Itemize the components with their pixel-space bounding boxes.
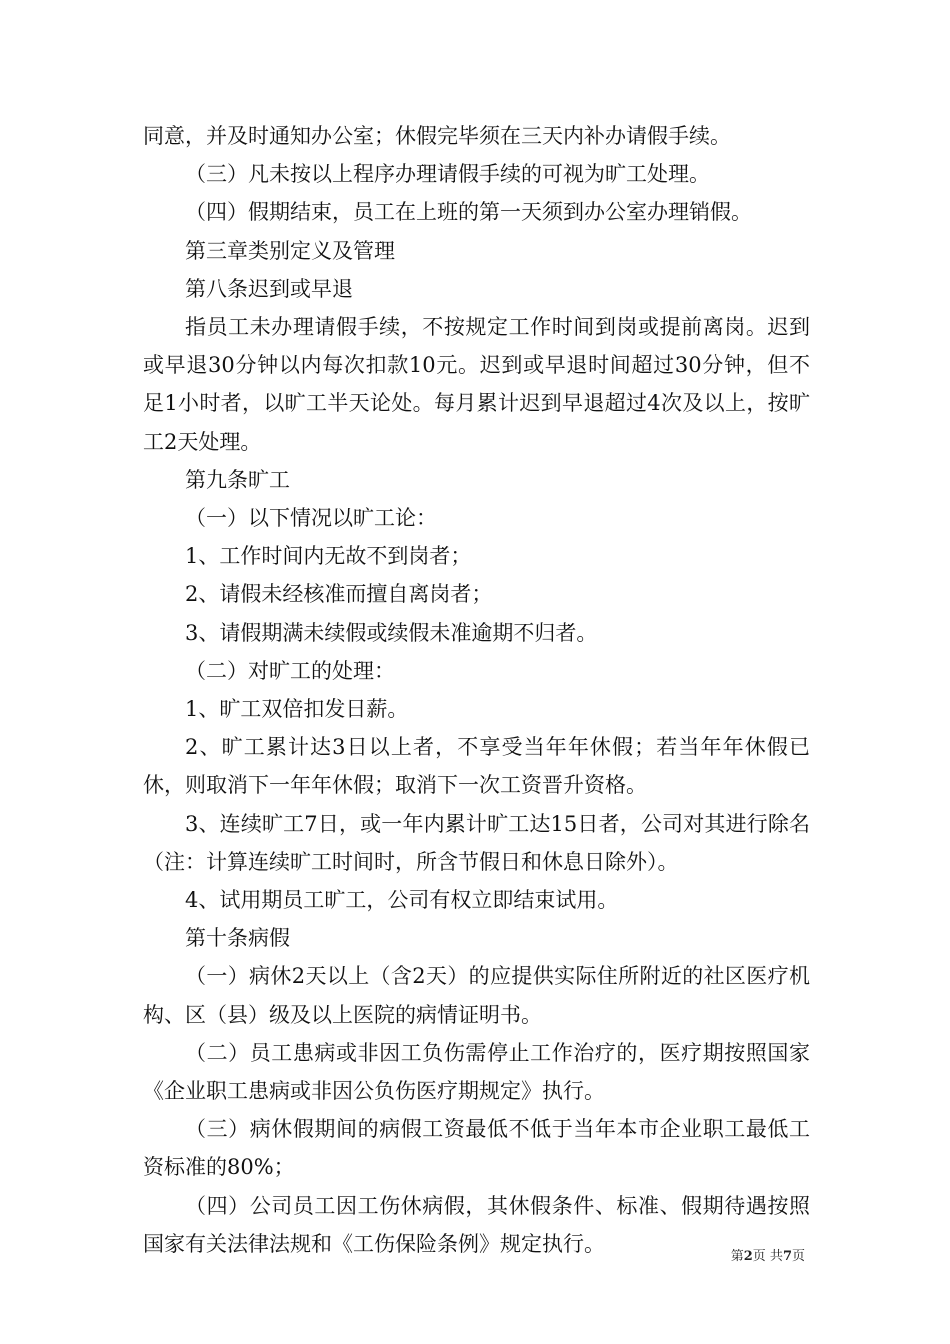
article-nine-item-2: 2、请假未经核准而擅自离岗者； bbox=[185, 582, 493, 607]
penalty-item-2: 2、旷工累计达3日以上者，不享受当年年休假；若当年年休假已休，则取消下一年年休假；取消下一次工资晋升资格。 bbox=[143, 735, 810, 798]
sick-leave-item-1: （一）病休2天以上（含2天）的应提供实际住所附近的社区医疗机构、区（县）级及以上医院的病情证明书。 bbox=[143, 964, 810, 1027]
sick-leave-item-2: （二）员工患病或非因工负伤需停止工作治疗的，医疗期按照国家《企业职工患病或非因公负伤医疗期规定》执行。 bbox=[143, 1040, 810, 1104]
article-nine-section-two: （二）对旷工的处理： bbox=[185, 658, 395, 683]
footer-suffix: 页 bbox=[791, 1249, 805, 1264]
footer-prefix: 第 bbox=[730, 1249, 744, 1264]
page-footer bbox=[0, 1248, 805, 1266]
penalty-item-1: 1、旷工双倍扣发日薪。 bbox=[185, 697, 409, 722]
penalty-item-3: 3、连续旷工7日，或一年内累计旷工达15日者，公司对其进行除名（注：计算连续旷工时间时，所含节假日和休息日除外）。 bbox=[143, 811, 810, 874]
article-eight-body: 指员工未办理请假手续，不按规定工作时间到岗或提前离岗。迟到或早退30分钟以内每次扣款10元。迟到或早退时间超过30分钟，但不足1小时者，以旷工半天论处。每月累计迟到早退超过4次及以上，按旷工2天处理。 bbox=[143, 315, 810, 454]
article-ten-heading: 第十条病假 bbox=[185, 926, 290, 951]
article-nine-heading: 第九条旷工 bbox=[185, 467, 290, 492]
chapter-heading: 第三章类别定义及管理 bbox=[185, 238, 395, 263]
article-nine-item-1: 1、工作时间内无故不到岗者； bbox=[185, 544, 472, 569]
paragraph-continuation: 同意，并及时通知办公室；休假完毕须在三天内补办请假手续。 bbox=[143, 124, 731, 148]
article-nine-section-one: （一）以下情况以旷工论： bbox=[185, 506, 437, 531]
current-page-number: 2 bbox=[743, 1249, 753, 1264]
footer-middle: 页 共 bbox=[752, 1249, 783, 1264]
total-pages-number: 7 bbox=[782, 1249, 792, 1264]
sick-leave-item-3: （三）病休假期间的病假工资最低不低于当年本市企业职工最低工资标准的80%； bbox=[143, 1117, 810, 1180]
article-eight-heading: 第八条迟到或早退 bbox=[185, 276, 353, 301]
paragraph-item-four: （四）假期结束，员工在上班的第一天须到办公室办理销假。 bbox=[185, 200, 752, 225]
paragraph-item-three: （三）凡未按以上程序办理请假手续的可视为旷工处理。 bbox=[185, 162, 710, 187]
sick-leave-item-4: （四）公司员工因工伤休病假，其休假条件、标准、假期待遇按照国家有关法律法规和《工伤保险条例》规定执行。 bbox=[143, 1193, 810, 1256]
penalty-item-4: 4、试用期员工旷工，公司有权立即结束试用。 bbox=[185, 888, 619, 913]
document-body bbox=[143, 117, 810, 1263]
article-nine-item-3: 3、请假期满未续假或续假未准逾期不归者。 bbox=[185, 620, 598, 645]
